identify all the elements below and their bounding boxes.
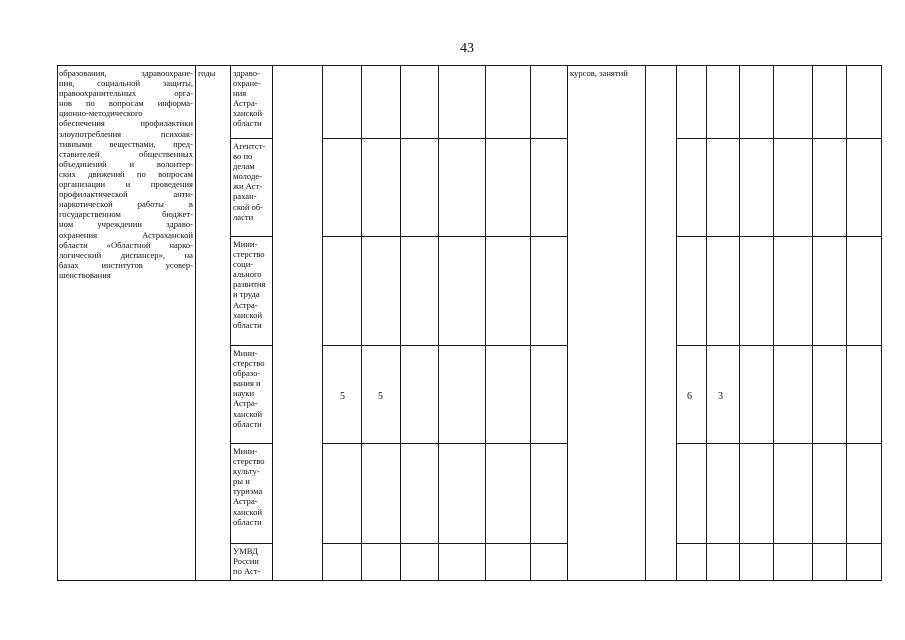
row-divider [230, 543, 273, 544]
executor-line: здраво- [233, 68, 260, 78]
executor-line: Астра- [233, 398, 258, 409]
table-top-border [57, 65, 882, 66]
executor-line: жи Аст- [233, 181, 263, 192]
education-value-cell: 6 [687, 391, 692, 402]
executor-cell [233, 239, 271, 330]
row-divider [676, 345, 882, 346]
column-divider [676, 65, 677, 581]
event-description-line: нов по вопросам информа- [59, 98, 193, 109]
event-description-line: объединений и волонтер- [59, 158, 193, 169]
row-divider [230, 345, 273, 346]
column-divider [195, 65, 196, 581]
table-bottom-border [57, 580, 882, 581]
executor-line: стерство [233, 249, 265, 260]
executor-cell [233, 68, 271, 129]
executor-line: области [233, 319, 262, 330]
event-description-line: организации и проведения [59, 179, 193, 190]
executor-cell [233, 141, 271, 222]
executor-line: области [233, 418, 262, 429]
table-left-border [57, 65, 58, 581]
event-description-line: тивными веществами, пред- [59, 138, 193, 149]
event-description-line: профилактической анти- [59, 189, 193, 200]
event-description [59, 68, 193, 280]
event-description-line: логический диспансер», на [59, 249, 193, 260]
column-divider [438, 65, 439, 581]
row-divider [322, 236, 568, 237]
executor-line: ласти [233, 211, 254, 222]
row-divider [676, 138, 882, 139]
executor-line: туризма [233, 486, 263, 497]
executor-line: ального [233, 269, 262, 280]
executor-line: молоде- [233, 171, 263, 182]
event-description-line: ном учреждении здраво- [59, 219, 193, 230]
column-divider [530, 65, 531, 581]
column-divider [773, 65, 774, 581]
executor-line: стерство [233, 456, 265, 467]
executor-line: науки [233, 388, 255, 399]
column-divider [706, 65, 707, 581]
executor-line: рахан- [233, 191, 257, 202]
executor-line: во по [233, 151, 253, 162]
executor-line: Астра- [233, 496, 258, 507]
row-divider [322, 345, 568, 346]
executor-line: и труда [233, 289, 260, 300]
column-divider [739, 65, 740, 581]
indicator-cell: курсов, занятий [570, 68, 628, 78]
event-description-line: охранения Астраханской [59, 229, 193, 240]
table-right-border [881, 65, 882, 581]
event-description-line: ционно-методического [59, 108, 143, 119]
row-divider [676, 236, 882, 237]
executor-line: области [233, 118, 262, 129]
executor-line: области [233, 516, 262, 527]
executor-cell [233, 348, 271, 429]
event-description-line: злоупотребления психоак- [59, 128, 193, 139]
executor-line: охране- [233, 78, 261, 89]
executor-line: ханской [233, 108, 263, 119]
executor-cell [233, 546, 271, 576]
executor-line: ханской [233, 408, 263, 419]
executor-line: образо- [233, 368, 261, 379]
row-divider [230, 443, 273, 444]
executor-line: делам [233, 161, 255, 172]
executor-line: УМВД [233, 546, 258, 556]
executor-line: ханской [233, 309, 263, 320]
column-divider [322, 65, 323, 581]
executor-line: ханской [233, 506, 263, 517]
executor-line: Мини- [233, 446, 258, 456]
executor-line: развития [233, 279, 266, 290]
event-description-line: наркотической работы в [59, 199, 193, 210]
column-divider [846, 65, 847, 581]
row-divider [322, 543, 568, 544]
row-divider [676, 443, 882, 444]
row-divider [230, 236, 273, 237]
executor-line: Астра- [233, 299, 258, 310]
event-description-line: государственном бюджет- [59, 209, 193, 220]
column-divider [485, 65, 486, 581]
executor-line: ры и [233, 476, 250, 487]
executor-line: России [233, 556, 259, 567]
row-divider [322, 138, 568, 139]
executor-line: ской об- [233, 201, 264, 212]
executor-line: культу- [233, 466, 260, 477]
column-divider [645, 65, 646, 581]
executor-line: ния [233, 88, 247, 99]
event-description-line: ния, социальной защиты, [59, 78, 193, 89]
event-description-line: правоохранительных орга- [59, 88, 193, 99]
column-divider [361, 65, 362, 581]
executor-line: стерство [233, 358, 265, 369]
event-description-line: ских движений по вопросам [59, 168, 193, 179]
event-description-line: базах институтов усовер- [59, 259, 193, 270]
education-value-cell: 5 [340, 391, 345, 402]
column-divider [400, 65, 401, 581]
event-description-line: образования, здравоохране- [59, 68, 193, 78]
column-divider [567, 65, 568, 581]
event-description-line: ставителей общественных [59, 148, 193, 159]
event-description-line: области «Областной нарко- [59, 239, 193, 250]
page-number: 43 [460, 41, 474, 56]
row-divider [676, 543, 882, 544]
event-description-line: обеспечения профилактики [59, 118, 193, 129]
column-divider [272, 65, 273, 581]
row-divider [230, 138, 273, 139]
executor-line: Мини- [233, 239, 258, 249]
executor-line: Астра- [233, 98, 258, 109]
education-value-cell: 5 [378, 391, 383, 402]
executor-line: по Аст- [233, 566, 261, 577]
executor-cell [233, 446, 271, 527]
column-divider [230, 65, 231, 581]
executor-line: Агентст- [233, 141, 266, 151]
education-value-cell: 3 [718, 391, 723, 402]
executor-line: Мини- [233, 348, 258, 358]
executor-line: вания и [233, 378, 261, 389]
row-divider [322, 443, 568, 444]
term-cell: годы [198, 68, 216, 78]
event-description-line: шенствования [59, 269, 111, 280]
column-divider [812, 65, 813, 581]
executor-line: соци- [233, 259, 254, 270]
